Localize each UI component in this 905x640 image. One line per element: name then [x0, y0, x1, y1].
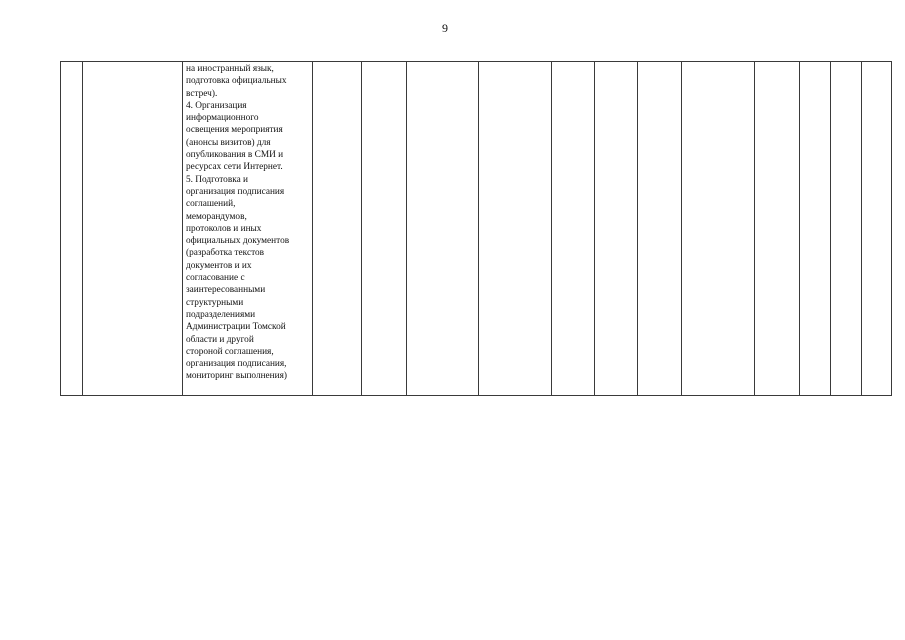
table-cell-empty — [755, 62, 800, 396]
description-line: заинтересованными — [186, 285, 266, 296]
description-line: организация подписания, — [186, 359, 287, 370]
description-line: организация подписания — [186, 186, 285, 197]
table-cell-empty — [800, 62, 831, 396]
table-row — [61, 62, 892, 396]
description-line: согласование с — [186, 273, 245, 284]
table-cell-empty — [362, 62, 407, 396]
description-line: (разработка текстов — [186, 248, 265, 259]
description-line: подразделениями — [186, 309, 256, 320]
description-line: структурными — [186, 297, 244, 308]
table-cell-description — [183, 62, 313, 396]
description-line: опубликования в СМИ и — [186, 150, 284, 161]
table-cell-empty — [552, 62, 595, 396]
description-line: стороной соглашения, — [186, 346, 274, 357]
table-cell-empty — [682, 62, 755, 396]
table-cell-empty — [831, 62, 862, 396]
description-line: (анонсы визитов) для — [186, 137, 271, 148]
description-line: подготовка официальных — [186, 76, 287, 87]
table-cell-empty — [862, 62, 892, 396]
table-cell-empty — [407, 62, 479, 396]
description-line: меморандумов, — [186, 211, 247, 222]
table-cell-empty — [595, 62, 638, 396]
description-line: информационного — [186, 113, 259, 124]
description-line: освещения мероприятия — [186, 125, 283, 136]
document-table — [60, 61, 892, 396]
description-line: встреч). — [186, 88, 218, 99]
table-cell-number — [61, 62, 83, 396]
description-text — [183, 62, 312, 383]
table-cell-empty — [313, 62, 362, 396]
description-line: официальных документов — [186, 236, 290, 247]
page-number: 9 — [442, 21, 448, 35]
description-line: 4. Организация — [186, 100, 247, 111]
description-line: Администрации Томской — [186, 322, 286, 333]
table-cell-name — [83, 62, 183, 396]
description-line: мониторинг выполнения) — [186, 371, 288, 382]
description-line: протоколов и иных — [186, 223, 262, 234]
description-line: ресурсах сети Интернет. — [186, 162, 283, 173]
description-line: на иностранный язык, — [186, 64, 274, 74]
description-line: соглашений, — [186, 199, 236, 210]
description-line: документов и их — [186, 260, 252, 271]
description-line: области и другой — [186, 334, 254, 345]
table-cell-empty — [479, 62, 552, 396]
table-cell-empty — [638, 62, 682, 396]
description-line: 5. Подготовка и — [186, 174, 249, 185]
